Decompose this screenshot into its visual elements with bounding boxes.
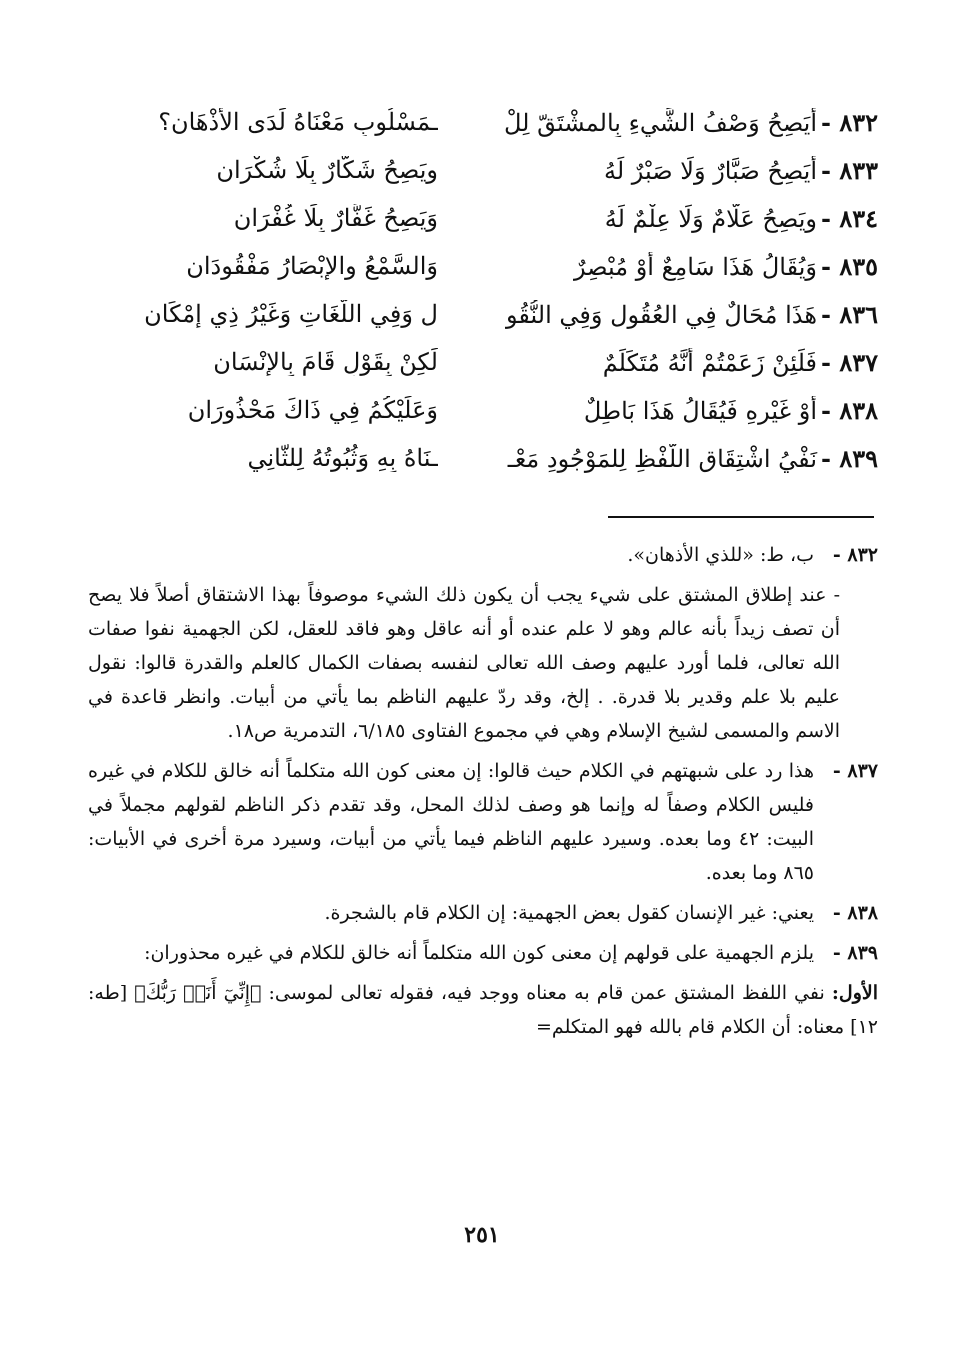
poem-verses	[88, 98, 878, 482]
footnote-text: الأول: نفي اللفظ المشتق عمن قام به معناه ووجد فيه، فقوله تعالى لموسى: ﴿إِنِّيٓ أَنَا۠ رَبُّكَ﴾ [طه: ١٢] معناه: أن الكلام قام بالله فهو المتكلم=	[88, 982, 879, 1038]
verse-line	[88, 98, 878, 146]
footnote-number: ٨٣٩ -	[832, 942, 878, 964]
verse-second-hemistich: وَعَلَيْكُمُ فِي ذَاكَ مَحْذُورَانِ	[187, 396, 438, 424]
verse-second-hemistich: ويَصِحُ شَكَّارٌ بِلَا شُكْرَانِ	[216, 156, 438, 184]
verse-line	[88, 290, 878, 338]
verse-first-hemistich: ٨٣٤ -ويَصِحُ عَلَّامٌ وَلَا عِلْمٌ لَهُ	[604, 203, 878, 233]
footnote-text: يلزم الجهمية على قولهم إن معنى كون الله متكلماً أنه خالق للكلام في غيره محذوران:	[144, 942, 814, 964]
verse-second-hemistich: ـنَاهُ بِهِ وَثُبُوتُهُ لِلثَّانِي	[247, 444, 438, 472]
verse-line	[88, 146, 878, 194]
verse-second-hemistich: وَالسَّمْعُ والإِبْصَارُ مَفْقُودَانِ	[186, 252, 438, 280]
verse-first-hemistich: ٨٣٦ -هَذَا مُحَالٌ فِي العُقُولِ وَفِي النُّقُو	[505, 299, 878, 329]
footnote	[88, 754, 878, 890]
footnote-continuation	[88, 976, 878, 1044]
footnote	[88, 538, 878, 572]
verse-first-hemistich: ٨٣٨ -أَوْ غَيْرِهِ فَيُقَالُ هَذَا بَاطِلٌ	[583, 395, 878, 425]
footnote-number: ٨٣٢ -	[832, 544, 878, 566]
verse-first-hemistich: ٨٣٥ -وَيُقَالُ هَذَا سَامِعٌ أَوْ مُبْصِرٌ	[573, 251, 878, 281]
verse-first-hemistich: ٨٣٢ -أَيَصِحُ وَصْفُ الشَّيءِ بِالمشْتَقّ لِلْ	[504, 107, 878, 137]
verse-first-hemistich: ٨٣٩ -نَفْيُ اشْتِقَاقِ اللَّفْظِ لِلمَوْجُودِ مَعْـ	[507, 443, 878, 473]
footnote-text: هذا رد على شبهتهم في الكلام حيث قالوا: إن معنى كون الله متكلماً أنه خالق للكلام في غيره فليس الكلام وصفاً له وإنما هو وصف لذلك المحل، وقد تقدم ذكر الناظم لقولهم مجملاً في البيت: ٤٢ وما بعده. وسيرد عليهم الناظم فيما يأتي من أبيات، وسيرد مرة أخرى في الأبيات: ٨٦٥ وما بعده.	[88, 760, 815, 884]
verse-second-hemistich: ـمَسْلُوبِ مَعْنَاهُ لَدَى الأَذْهَانِ؟	[158, 108, 438, 136]
verse-first-hemistich: ٨٣٧ -فَلَئِنْ زَعَمْتُمْ أَنَّهُ مُتَكَلِّمٌ	[602, 347, 878, 377]
footnote	[88, 936, 878, 970]
verse-line	[88, 194, 878, 242]
verse-line	[88, 386, 878, 434]
verse-number: ٨٣٢ -	[821, 107, 878, 137]
verse-line	[88, 242, 878, 290]
verse-number: ٨٣٦ -	[821, 299, 878, 329]
verse-second-hemistich: وَيَصِحُ غَفَّارٌ بِلَا غُفْرَانِ	[233, 204, 438, 232]
verse-number: ٨٣٨ -	[821, 395, 878, 425]
footnote-continuation	[88, 578, 878, 748]
footnote-text: - عند إطلاق المشتق على شيء يجب أن يكون ذلك الشيء موصوفاً بهذا الاشتقاق أصلاً فلا يصح أن تصف زيداً بأنه عالم وهو لا علم عنده أو أنه عاقل وهو فاقد للعقل، لكن الجهمية نفوا صفات الله تعالى، فلما أورد عليهم وصف الله تعالى لنفسه بصفات الكمال كالعلم والقدرة قالوا: نقول عليم بلا علم وقدير بلا قدرة. . إلخ، وقد ردّ عليهم الناظم بما يأتي من أبيات. وانظر قاعدة في الاسم والمسمى لشيخ الإسلام وهي في مجموع الفتاوى ٦/١٨٥، التدمرية ص١٨.	[88, 584, 840, 742]
verse-number: ٨٣٧ -	[821, 347, 878, 377]
verse-line	[88, 434, 878, 482]
verse-number: ٨٣٩ -	[821, 443, 878, 473]
footnote-separator	[608, 516, 874, 518]
page-number: ٢٥١	[464, 1222, 500, 1248]
footnotes	[88, 538, 878, 1050]
footnote-number: ٨٣٨ -	[832, 902, 878, 924]
verse-first-hemistich: ٨٣٣ -أَيَصِحُ صَبَّارٌ وَلَا صَبْرٌ لَهُ	[603, 155, 878, 185]
verse-number: ٨٣٣ -	[821, 155, 878, 185]
verse-line	[88, 338, 878, 386]
verse-second-hemistich: لِ وَفِي اللُّغَاتِ وَغَيْرُ ذِي إِمْكَانِ	[144, 300, 438, 328]
footnote-label: الأول:	[831, 982, 879, 1004]
verse-second-hemistich: لَكِنْ بِقَوْلٍ قَامَ بِالإِنْسَانِ	[213, 348, 438, 376]
verse-number: ٨٣٥ -	[821, 251, 878, 281]
footnote-text: يعني: غير الإنسان كقول بعض الجهمية: إن الكلام قام بالشجرة.	[324, 902, 814, 924]
footnote	[88, 896, 878, 930]
footnote-number: ٨٣٧ -	[832, 760, 878, 782]
verse-number: ٨٣٤ -	[821, 203, 878, 233]
footnote-text: ب، ط: «للذي الأذهان».	[627, 544, 814, 566]
